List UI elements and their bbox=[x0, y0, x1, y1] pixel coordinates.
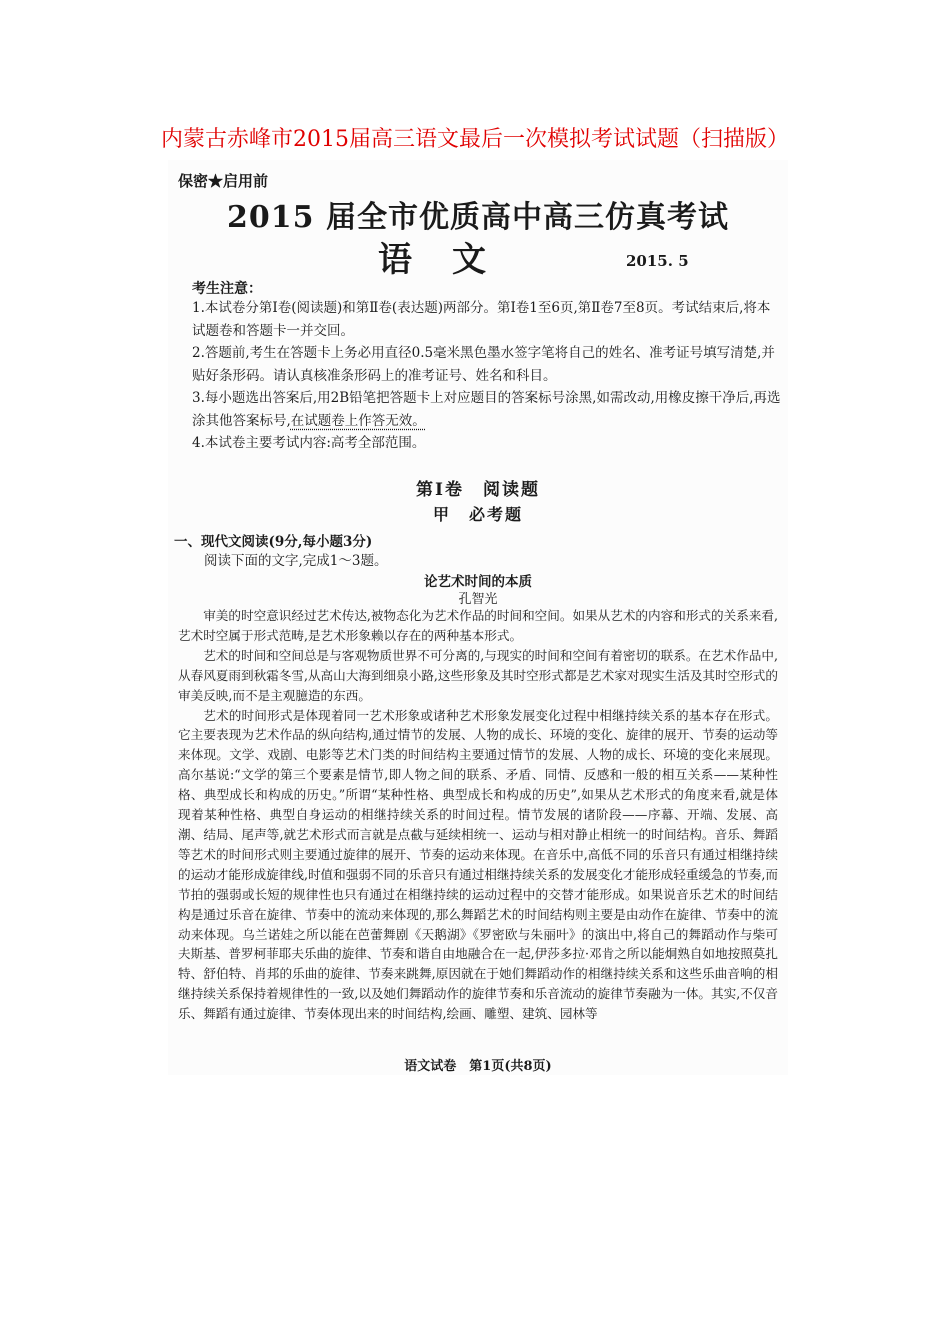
notice-list bbox=[192, 297, 782, 455]
notice-item: 2.答题前,考生在答题卡上务必用直径0.5毫米黑色墨水签字笔将自己的姓名、准考证号填写清楚,并贴好条形码。请认真核准条形码上的准考证号、姓名和科目。 bbox=[192, 345, 775, 384]
confidential-mark: 保密★启用前 bbox=[178, 172, 269, 190]
article-body bbox=[178, 606, 778, 1024]
article-paragraph: 审美的时空意识经过艺术传达,被物态化为艺术作品的时间和空间。如果从艺术的内容和形式的关系来看,艺术时空属于形式范畴,是艺术形象赖以存在的两种基本形式。 bbox=[178, 608, 778, 643]
document-title: 内蒙古赤峰市2015届高三语文最后一次模拟考试试题（扫描版） bbox=[161, 127, 789, 152]
article-paragraph: 艺术的时间形式是体现着同一艺术形象或诸种艺术形象发展变化过程中相继持续关系的基本存在形式。它主要表现为艺术作品的纵向结构,通过情节的发展、人物的成长、环境的变化、旋律的展开、节奏的运动等来体现。文学、戏剧、电影等艺术门类的时间结构主要通过情节的发展、人物的成长、环境的变化来展现。高尔基说:“文学的第三个要素是情节,即人物之间的联系、矛盾、同情、反感和一般的相互关系——某种性格、典型成长和构成的历史。”所谓“某种性格、典型成长和构成的历史”,如果从艺术形式的角度来看,就是体现着某种性格、典型自身运动的相继持续关系的时间过程。情节发展的诸阶段——序幕、开端、发展、高潮、结局、尾声等,就艺术形式而言就是点截与延续相统一、运动与相对静止相统一的时间结构。音乐、舞蹈等艺术的时间形式则主要通过旋律的展开、节奏的运动来体现。在音乐中,高低不同的乐音只有通过相继持续的运动才能形成旋律线,时值和强弱不同的乐音只有通过相继持续关系的发展变化才能形成轻重缓急的节奏,而节拍的强弱或长短的规律性也只有通过在相继持续的运动过程中的交替才能形成。如果说音乐艺术的时间结构是通过乐音在旋律、节奏中的流动来体现的,那么舞蹈艺术的时间结构则主要是由动作在旋律、节奏中的流动来体现。乌兰诺娃之所以能在芭蕾舞剧《天鹅湖》《罗密欧与朱丽叶》的演出中,将自己的舞蹈动作与柴可夫斯基、普罗柯菲耶夫乐曲的旋律、节奏和谐自由地融合在一起,伊莎多拉·邓肯之所以能炯熟自如地按照莫扎特、舒伯特、肖邦的乐曲的旋律、节奏来跳舞,原因就在于她们舞蹈动作的相继持续关系和这些乐曲音响的相继持续关系保持着规律性的一致,以及她们舞蹈动作的旋律节奏和乐音流动的旋律节奏融为一体。其实,不仅音乐、舞蹈有通过旋律、节奏体现出来的时间结构,绘画、雕塑、建筑、园林等 bbox=[178, 707, 778, 1022]
exam-title: 2015 届全市优质高中高三仿真考试 bbox=[227, 200, 729, 235]
article-title: 论艺术时间的本质 bbox=[424, 574, 532, 590]
section-instruction: 阅读下面的文字,完成1～3题。 bbox=[204, 553, 388, 569]
article-author: 孔智光 bbox=[458, 592, 498, 607]
subject-title: 语文 bbox=[378, 240, 526, 280]
scanned-page bbox=[168, 160, 788, 1075]
volume-heading: 第Ⅰ卷 阅读题 bbox=[416, 480, 540, 500]
notice-item: 4.本试卷主要考试内容:高考全部范围。 bbox=[192, 435, 426, 451]
section-heading: 一、现代文阅读(9分,每小题3分) bbox=[174, 534, 373, 550]
article-paragraph: 艺术的时间和空间总是与客观物质世界不可分离的,与现实的时间和空间有着密切的联系。在艺术作品中,从春风夏雨到秋霜冬雪,从高山大海到细泉小路,这些形象及其时空形式都是艺术家对现实生活及其时空形式的审美反映,而不是主观臆造的东西。 bbox=[178, 647, 778, 703]
exam-date: 2015. 5 bbox=[626, 252, 689, 270]
notice-item-text: 3.每小题选出答案后,用2B铅笔把答题卡上对应题目的答案标号涂黑,如需改动,用橡皮擦干净后,再选涂其他答案标号, bbox=[192, 390, 781, 429]
notice-heading: 考生注意： bbox=[192, 281, 262, 297]
notice-item bbox=[192, 387, 782, 432]
part-heading: 甲 必考题 bbox=[432, 505, 523, 524]
page-footer: 语文试卷 第1页(共8页) bbox=[404, 1059, 552, 1074]
notice-item: 1.本试卷分第Ⅰ卷(阅读题)和第Ⅱ卷(表达题)两部分。第Ⅰ卷1至6页,第Ⅱ卷7至8页。考试结束后,将本试题卷和答题卡一并交回。 bbox=[192, 300, 771, 339]
notice-emphasis: 在试题卷上作答无效。 bbox=[290, 412, 426, 429]
